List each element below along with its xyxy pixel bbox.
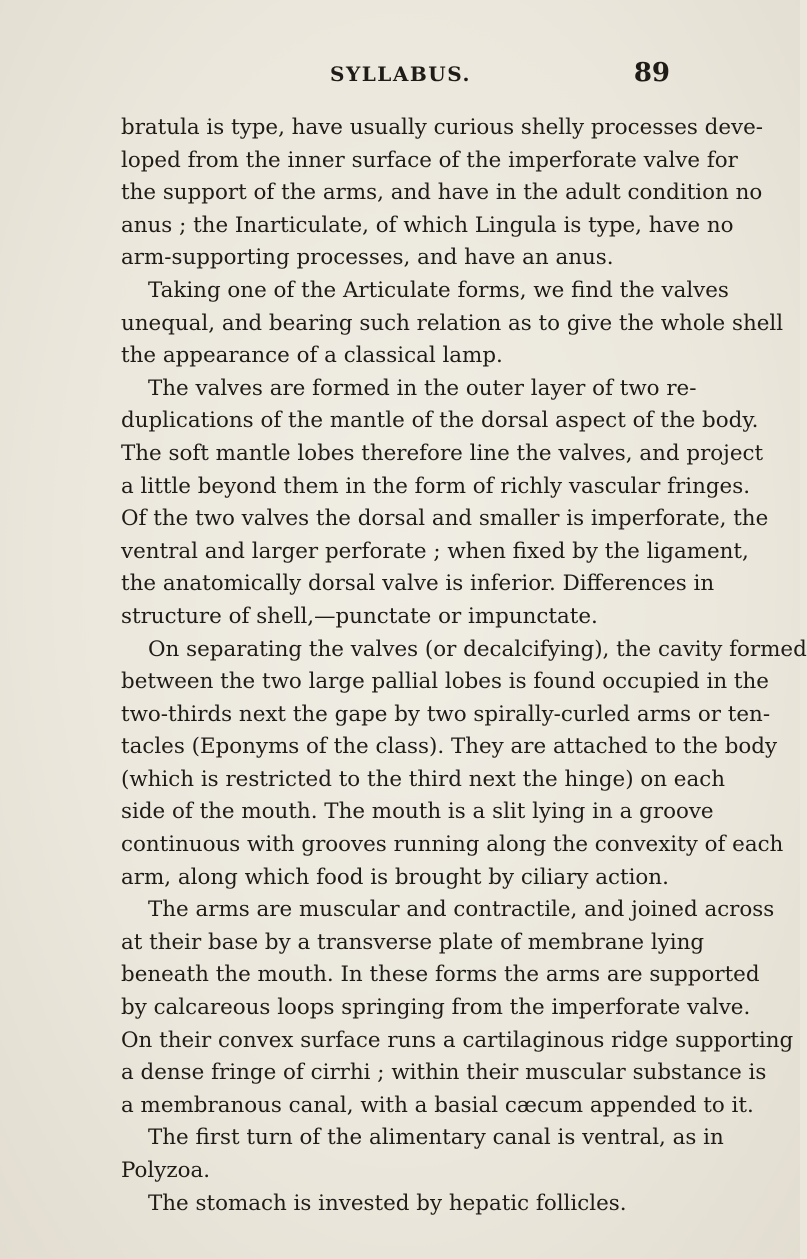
text-line: the appearance of a classical lamp. [121, 343, 503, 369]
text-line: between the two large pallial lobes is found occupied in the [121, 669, 769, 695]
text-line: continuous with grooves running along the convexity of each [121, 832, 784, 858]
text-line: The first turn of the alimentary canal is ventral, as in [148, 1125, 724, 1151]
text-line: by calcareous loops springing from the imperforate valve. [121, 995, 751, 1021]
text-line: bratula is type, have usually curious shelly processes deve- [121, 115, 763, 140]
text-line: Polyzoa. [121, 1158, 211, 1183]
text-line: The soft mantle lobes therefore line the valves, and project [121, 440, 764, 466]
text-line: side of the mouth. The mouth is a slit lying in a groove [121, 799, 714, 825]
text-line: The stomach is invested by hepatic follicles. [148, 1190, 627, 1216]
text-line: loped from the inner surface of the imperforate valve for [121, 147, 738, 173]
text-line: structure of shell,—punctate or impunctate. [121, 603, 598, 629]
text-line: the support of the arms, and have in the adult condition no [121, 180, 763, 206]
text-line: a little beyond them in the form of richly vascular fringes. [121, 473, 750, 499]
text-line: a dense fringe of cirrhi ; within their muscular substance is [121, 1060, 767, 1086]
text-line: the anatomically dorsal valve is inferior. Differences in [121, 571, 715, 597]
page-number: 89 [633, 58, 670, 88]
text-line: Of the two valves the dorsal and smaller is imperforate, the [121, 506, 769, 532]
text-line: (which is restricted to the third next the hinge) on each [121, 766, 725, 792]
text-line: ventral and larger perforate ; when fixed by the ligament, [121, 538, 749, 564]
text-line: beneath the mouth. In these forms the arms are supported [121, 962, 760, 988]
page-header [330, 58, 670, 98]
text-line: a membranous canal, with a basial cæcum appended to it. [121, 1092, 754, 1118]
text-line: duplications of the mantle of the dorsal aspect of the body. [121, 408, 759, 434]
text-line: Taking one of the Articulate forms, we find the valves [148, 277, 729, 303]
text-line: at their base by a transverse plate of membrane lying [121, 929, 705, 955]
text-line: tacles (Eponyms of the class). They are attached to the body [121, 734, 778, 760]
text-line: On separating the valves (or decalcifying), the cavity formed [148, 636, 807, 662]
text-line: The valves are formed in the outer layer of two re- [148, 375, 697, 401]
body-text [121, 112, 807, 1220]
text-line: arm-supporting processes, and have an anus. [121, 245, 614, 271]
running-head: SYLLABUS. [330, 62, 471, 86]
text-line: two-thirds next the gape by two spirally-curled arms or ten- [121, 701, 771, 727]
text-line: The arms are muscular and contractile, and joined across [148, 897, 775, 923]
text-line: unequal, and bearing such relation as to give the whole shell [121, 310, 784, 336]
text-line: arm, along which food is brought by ciliary action. [121, 864, 669, 890]
text-line: On their convex surface runs a cartilaginous ridge supporting [121, 1027, 794, 1053]
text-line: anus ; the Inarticulate, of which Lingula is type, have no [121, 212, 734, 238]
